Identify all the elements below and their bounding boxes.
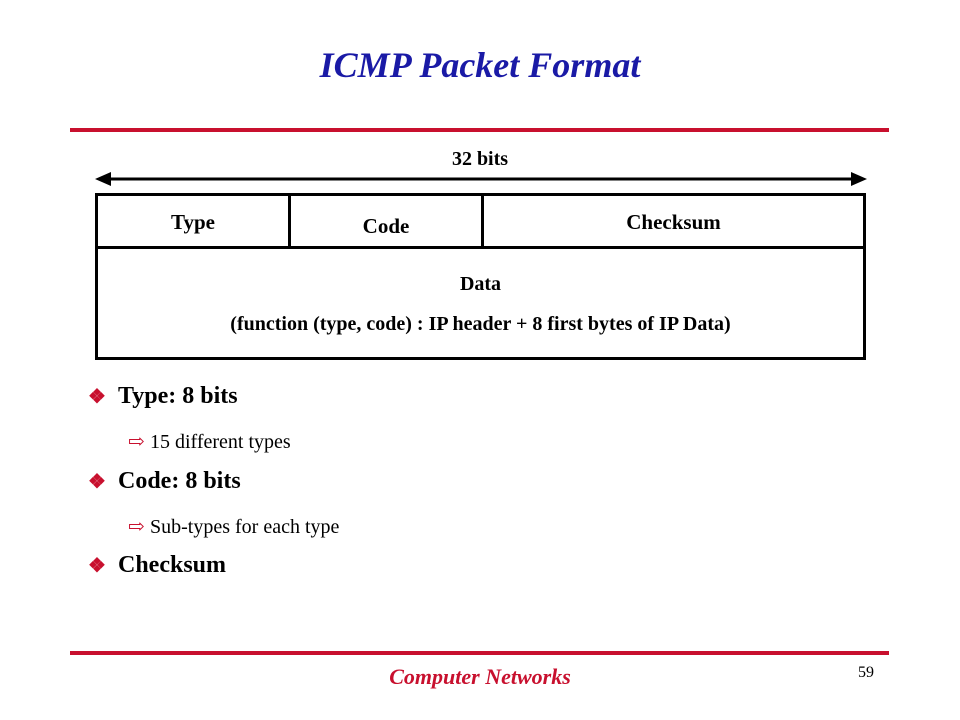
bottom-divider [70, 651, 889, 655]
bullet-item [88, 552, 226, 579]
hollow-arrow-icon: ⇨ [128, 516, 145, 538]
footer-title: Computer Networks [389, 664, 571, 689]
hollow-arrow-icon: ⇨ [128, 431, 145, 453]
double-arrow-icon [95, 168, 867, 190]
bit-width-label: 32 bits [451, 148, 509, 170]
data-field [95, 246, 866, 360]
top-divider [70, 128, 889, 132]
sub-bullet-text: 15 different types [150, 431, 291, 453]
sub-bullet-item [128, 429, 291, 454]
data-field-title: Data [459, 273, 502, 295]
code-field [291, 196, 484, 246]
data-field-description: (function (type, code) : IP header + 8 first bytes of IP Data) [230, 313, 731, 335]
header-row [95, 193, 866, 249]
sub-bullet-text: Sub-types for each type [150, 516, 340, 538]
slide-title: ICMP Packet Format [319, 45, 641, 85]
bullet-item [88, 468, 241, 495]
diamond-bullet-icon: ❖ [88, 471, 106, 493]
code-field-label: Code [362, 214, 410, 238]
type-field [98, 196, 291, 246]
bullet-text: Checksum [118, 552, 227, 578]
diamond-bullet-icon: ❖ [88, 386, 106, 408]
checksum-field-label: Checksum [626, 210, 721, 234]
bullet-text: Code: 8 bits [118, 468, 241, 494]
checksum-field [484, 196, 863, 246]
diamond-bullet-icon: ❖ [88, 555, 106, 577]
bullet-item [88, 383, 238, 410]
sub-bullet-item [128, 514, 339, 539]
bullet-text: Type: 8 bits [118, 383, 238, 409]
type-field-label: Type [171, 210, 215, 234]
page-number: 59 [858, 664, 874, 681]
